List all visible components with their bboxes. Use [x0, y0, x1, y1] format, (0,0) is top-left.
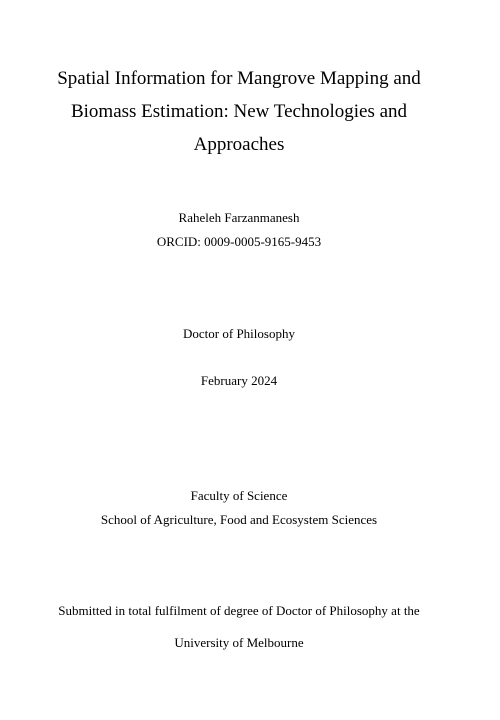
thesis-title-line-2: Biomass Estimation: New Technologies and: [70, 101, 408, 122]
thesis-title-line-1: Spatial Information for Mangrove Mapping and: [57, 68, 421, 89]
author-name: Raheleh Farzanmanesh: [178, 210, 300, 225]
submission-date: February 2024: [200, 373, 278, 388]
submission-statement-line-1: Submitted in total fulfilment of degree of Doctor of Philosophy at the: [58, 603, 420, 618]
degree-name: Doctor of Philosophy: [183, 326, 295, 341]
school-name: School of Agriculture, Food and Ecosystem Sciences: [100, 512, 378, 527]
author-orcid: ORCID: 0009-0005-9165-9453: [156, 234, 322, 249]
thesis-title-line-3: Approaches: [193, 134, 285, 155]
faculty-name: Faculty of Science: [190, 488, 288, 503]
submission-statement-line-2: University of Melbourne: [174, 635, 304, 650]
